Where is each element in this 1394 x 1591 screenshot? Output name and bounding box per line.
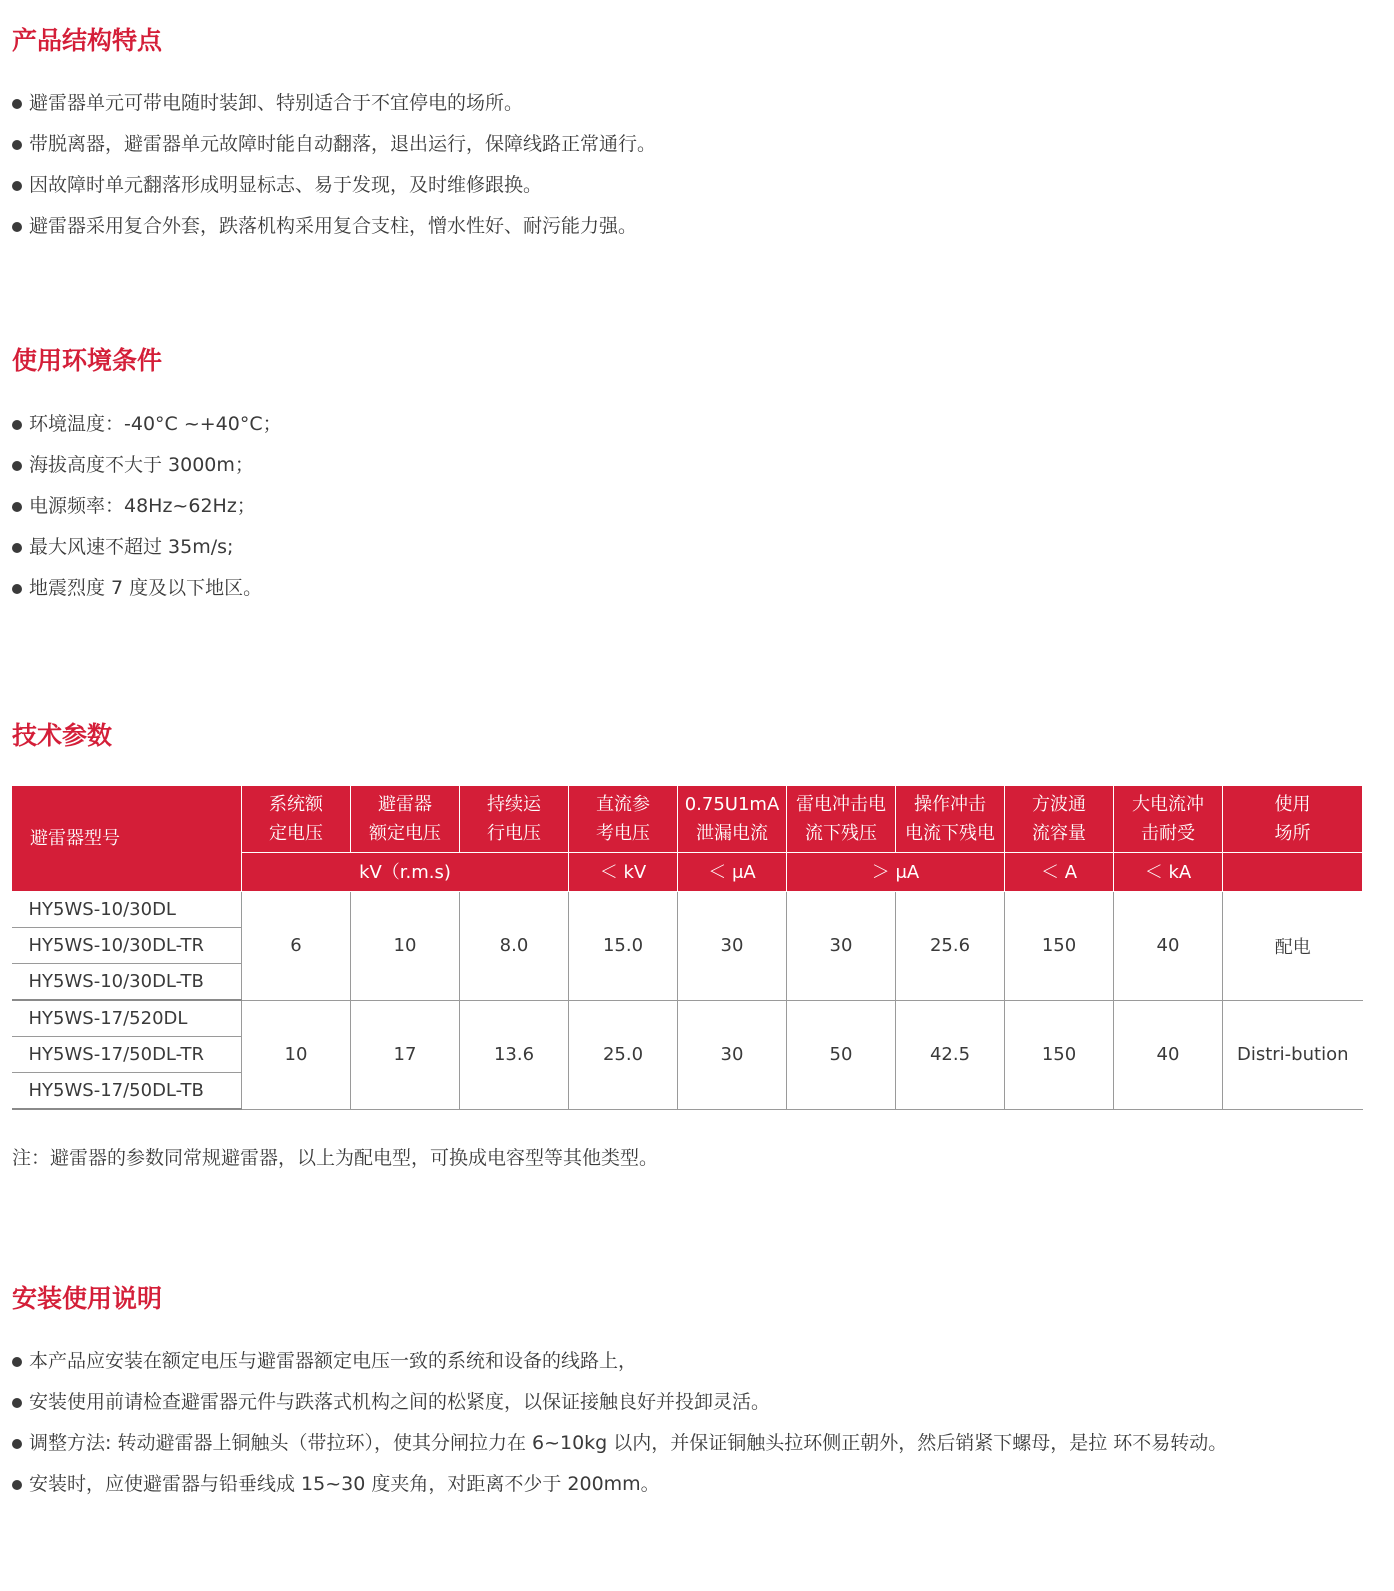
- list-item: 地震烈度 7 度及以下地区。: [12, 568, 282, 609]
- list-item: 安装使用前请检查避雷器元件与跌落式机构之间的松紧度，以保证接触良好并投卸灵活。: [12, 1382, 1227, 1423]
- value-cell: 配电: [1223, 892, 1363, 1001]
- value-cell: 30: [678, 1000, 787, 1109]
- tech-title: 技术参数: [12, 721, 113, 750]
- value-cell: 6: [242, 892, 351, 1001]
- install-title: 安装使用说明: [12, 1284, 163, 1313]
- header-lightning-residual: 雷电冲击电 流下残压: [787, 786, 896, 853]
- header-switching-residual: 操作冲击 电流下残电: [896, 786, 1005, 853]
- value-cell: 30: [678, 892, 787, 1001]
- list-item: 电源频率：48Hz~62Hz；: [12, 486, 282, 527]
- unit-cell: [1223, 853, 1363, 892]
- header-arrester-rated-voltage: 避雷器 额定电压: [351, 786, 460, 853]
- features-title: 产品结构特点: [12, 26, 163, 55]
- list-item: 海拔高度不大于 3000m；: [12, 445, 282, 486]
- header-square-wave: 方波通 流容量: [1005, 786, 1114, 853]
- value-cell: 8.0: [460, 892, 569, 1001]
- unit-cell: ＜ kV: [569, 853, 678, 892]
- value-cell: 40: [1114, 1000, 1223, 1109]
- model-cell: HY5WS-17/520DL: [12, 1000, 242, 1037]
- spec-table: [11, 785, 1363, 1110]
- value-cell: 25.0: [569, 1000, 678, 1109]
- features-list: [12, 83, 656, 247]
- unit-cell: ＞ μA: [787, 853, 1005, 892]
- header-continuous-voltage: 持续运 行电压: [460, 786, 569, 853]
- unit-cell: ＜ kA: [1114, 853, 1223, 892]
- install-list: [12, 1341, 1227, 1505]
- value-cell: 30: [787, 892, 896, 1001]
- value-cell: 150: [1005, 892, 1114, 1001]
- list-item: 环境温度：-40°C ~+40°C；: [12, 404, 282, 445]
- unit-cell: ＜ μA: [678, 853, 787, 892]
- value-cell: 15.0: [569, 892, 678, 1001]
- environment-list: [12, 404, 282, 609]
- value-cell: 42.5: [896, 1000, 1005, 1109]
- list-item: 避雷器采用复合外套，跌落机构采用复合支柱，憎水性好、耐污能力强。: [12, 206, 656, 247]
- list-item: 避雷器单元可带电随时装卸、特别适合于不宜停电的场所。: [12, 83, 656, 124]
- list-item: 本产品应安装在额定电压与避雷器额定电压一致的系统和设备的线路上，: [12, 1341, 1227, 1382]
- header-high-current: 大电流冲 击耐受: [1114, 786, 1223, 853]
- model-cell: HY5WS-17/50DL-TB: [12, 1073, 242, 1110]
- model-header: 避雷器型号: [12, 786, 242, 892]
- value-cell: 150: [1005, 1000, 1114, 1109]
- list-item: 带脱离器，避雷器单元故障时能自动翻落，退出运行，保障线路正常通行。: [12, 124, 656, 165]
- value-cell: 40: [1114, 892, 1223, 1001]
- value-cell: Distri-bution: [1223, 1000, 1363, 1109]
- model-cell: HY5WS-17/50DL-TR: [12, 1037, 242, 1073]
- table-row: [12, 1000, 1363, 1037]
- table-note: 注：避雷器的参数同常规避雷器，以上为配电型，可换成电容型等其他类型。: [12, 1147, 659, 1169]
- model-cell: HY5WS-10/30DL-TB: [12, 964, 242, 1001]
- value-cell: 13.6: [460, 1000, 569, 1109]
- model-cell: HY5WS-10/30DL: [12, 892, 242, 928]
- list-item: 调整方法: 转动避雷器上铜触头（带拉环），使其分闸拉力在 6~10kg 以内，并保证铜触头拉环侧正朝外，然后销紧下螺母，是拉 环不易转动。: [12, 1423, 1227, 1464]
- model-cell: HY5WS-10/30DL-TR: [12, 928, 242, 964]
- value-cell: 17: [351, 1000, 460, 1109]
- value-cell: 25.6: [896, 892, 1005, 1001]
- value-cell: 50: [787, 1000, 896, 1109]
- table-row: [12, 892, 1363, 928]
- header-leakage-current: 0.75U1mA 泄漏电流: [678, 786, 787, 853]
- header-rated-system-voltage: 系统额 定电压: [242, 786, 351, 853]
- unit-cell: ＜ A: [1005, 853, 1114, 892]
- list-item: 最大风速不超过 35m/s;: [12, 527, 282, 568]
- header-usage-place: 使用 场所: [1223, 786, 1363, 853]
- value-cell: 10: [242, 1000, 351, 1109]
- list-item: 安装时，应使避雷器与铅垂线成 15~30 度夹角，对距离不少于 200mm。: [12, 1464, 1227, 1505]
- unit-cell: kV（r.m.s): [242, 853, 569, 892]
- environment-title: 使用环境条件: [12, 346, 163, 375]
- value-cell: 10: [351, 892, 460, 1001]
- list-item: 因故障时单元翻落形成明显标志、易于发现，及时维修跟换。: [12, 165, 656, 206]
- header-dc-reference-voltage: 直流参 考电压: [569, 786, 678, 853]
